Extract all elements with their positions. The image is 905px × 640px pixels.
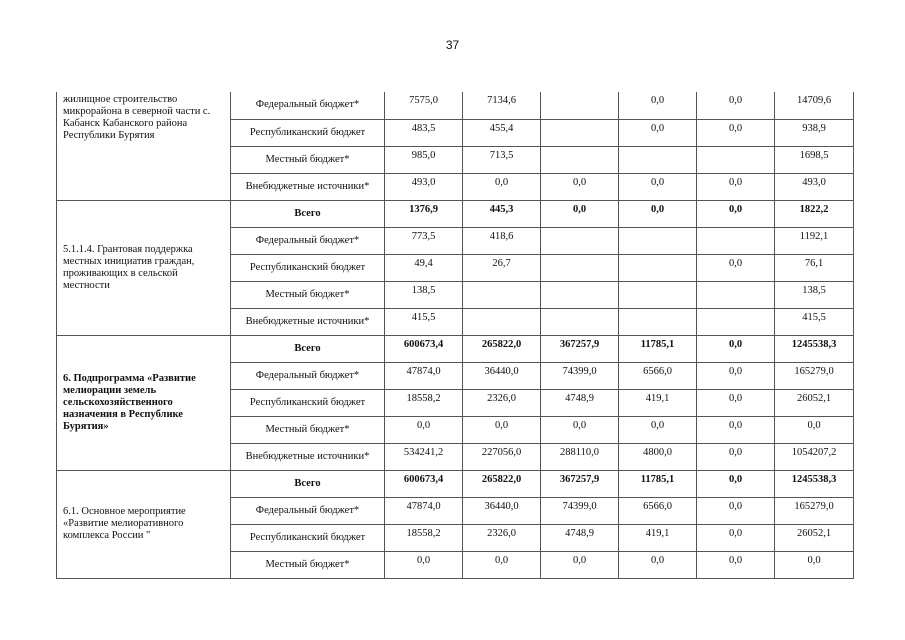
value-cell: 47874,0	[385, 362, 463, 389]
funding-source-cell: Федеральный бюджет*	[231, 227, 385, 254]
value-cell: 26,7	[463, 254, 541, 281]
value-cell: 2326,0	[463, 389, 541, 416]
value-cell: 265822,0	[463, 470, 541, 497]
value-cell: 600673,4	[385, 470, 463, 497]
value-cell: 0,0	[619, 119, 697, 146]
value-cell: 265822,0	[463, 335, 541, 362]
value-cell: 445,3	[463, 200, 541, 227]
value-cell	[697, 146, 775, 173]
funding-source-cell: Всего	[231, 470, 385, 497]
value-cell: 367257,9	[541, 470, 619, 497]
value-cell	[541, 119, 619, 146]
funding-source-cell: Республиканский бюджет	[231, 389, 385, 416]
value-cell: 2326,0	[463, 524, 541, 551]
value-cell: 0,0	[697, 92, 775, 119]
table-body	[57, 92, 854, 578]
value-cell	[463, 308, 541, 335]
budget-table	[56, 92, 854, 579]
table-row	[57, 335, 854, 362]
value-cell: 0,0	[697, 389, 775, 416]
page-number: 37	[445, 38, 460, 52]
value-cell: 1245538,3	[775, 335, 854, 362]
value-cell: 419,1	[619, 524, 697, 551]
row-group-description: жилищное строительство микрорайона в северной части с. Кабанск Кабанского района Республики Бурятия	[57, 92, 231, 200]
value-cell	[619, 254, 697, 281]
value-cell: 985,0	[385, 146, 463, 173]
value-cell: 288110,0	[541, 443, 619, 470]
value-cell	[541, 281, 619, 308]
value-cell: 415,5	[775, 308, 854, 335]
funding-source-cell: Республиканский бюджет	[231, 524, 385, 551]
value-cell	[541, 146, 619, 173]
value-cell: 0,0	[541, 416, 619, 443]
value-cell	[541, 254, 619, 281]
funding-source-cell: Федеральный бюджет*	[231, 497, 385, 524]
value-cell: 4748,9	[541, 389, 619, 416]
funding-source-cell: Республиканский бюджет	[231, 119, 385, 146]
value-cell: 600673,4	[385, 335, 463, 362]
value-cell: 26052,1	[775, 524, 854, 551]
value-cell: 11785,1	[619, 335, 697, 362]
value-cell	[541, 227, 619, 254]
value-cell: 18558,2	[385, 389, 463, 416]
funding-source-cell: Всего	[231, 335, 385, 362]
funding-source-cell: Местный бюджет*	[231, 146, 385, 173]
value-cell: 0,0	[697, 551, 775, 578]
funding-source-cell: Местный бюджет*	[231, 281, 385, 308]
value-cell	[619, 281, 697, 308]
value-cell: 493,0	[775, 173, 854, 200]
funding-source-cell: Местный бюджет*	[231, 416, 385, 443]
value-cell: 0,0	[619, 173, 697, 200]
value-cell: 6566,0	[619, 362, 697, 389]
value-cell: 76,1	[775, 254, 854, 281]
value-cell: 773,5	[385, 227, 463, 254]
value-cell: 367257,9	[541, 335, 619, 362]
value-cell: 0,0	[385, 551, 463, 578]
value-cell: 138,5	[385, 281, 463, 308]
value-cell: 483,5	[385, 119, 463, 146]
value-cell: 36440,0	[463, 362, 541, 389]
value-cell: 0,0	[541, 173, 619, 200]
value-cell: 1376,9	[385, 200, 463, 227]
value-cell	[619, 308, 697, 335]
value-cell: 0,0	[463, 551, 541, 578]
value-cell: 18558,2	[385, 524, 463, 551]
value-cell	[541, 92, 619, 119]
value-cell: 49,4	[385, 254, 463, 281]
value-cell: 0,0	[619, 416, 697, 443]
value-cell: 0,0	[697, 119, 775, 146]
funding-source-cell: Всего	[231, 200, 385, 227]
funding-source-cell: Внебюджетные источники*	[231, 443, 385, 470]
funding-source-cell: Местный бюджет*	[231, 551, 385, 578]
value-cell: 0,0	[697, 524, 775, 551]
value-cell: 0,0	[697, 470, 775, 497]
value-cell: 0,0	[463, 416, 541, 443]
value-cell	[541, 308, 619, 335]
value-cell: 0,0	[697, 254, 775, 281]
value-cell: 4748,9	[541, 524, 619, 551]
value-cell: 7134,6	[463, 92, 541, 119]
value-cell: 0,0	[697, 497, 775, 524]
value-cell	[619, 227, 697, 254]
value-cell: 938,9	[775, 119, 854, 146]
value-cell: 7575,0	[385, 92, 463, 119]
funding-source-cell: Внебюджетные источники*	[231, 173, 385, 200]
value-cell: 0,0	[619, 92, 697, 119]
value-cell: 0,0	[697, 443, 775, 470]
funding-source-cell: Республиканский бюджет	[231, 254, 385, 281]
value-cell	[463, 281, 541, 308]
value-cell: 4800,0	[619, 443, 697, 470]
value-cell: 74399,0	[541, 497, 619, 524]
value-cell: 11785,1	[619, 470, 697, 497]
value-cell: 0,0	[619, 551, 697, 578]
value-cell: 534241,2	[385, 443, 463, 470]
table-row	[57, 92, 854, 119]
value-cell: 418,6	[463, 227, 541, 254]
value-cell: 138,5	[775, 281, 854, 308]
value-cell: 0,0	[697, 200, 775, 227]
value-cell	[697, 308, 775, 335]
row-group-description: 6. Подпрограмма «Развитие мелиорации земель сельскохозяйственного назначения в Республике Бурятия»	[57, 335, 231, 470]
value-cell: 419,1	[619, 389, 697, 416]
table-row	[57, 470, 854, 497]
table-row	[57, 200, 854, 227]
value-cell	[697, 227, 775, 254]
value-cell: 493,0	[385, 173, 463, 200]
value-cell: 0,0	[697, 335, 775, 362]
value-cell: 1192,1	[775, 227, 854, 254]
funding-source-cell: Федеральный бюджет*	[231, 92, 385, 119]
value-cell: 227056,0	[463, 443, 541, 470]
value-cell: 1054207,2	[775, 443, 854, 470]
value-cell: 415,5	[385, 308, 463, 335]
value-cell: 74399,0	[541, 362, 619, 389]
value-cell: 47874,0	[385, 497, 463, 524]
row-group-description: 5.1.1.4. Грантовая поддержка местных инициатив граждан, проживающих в сельской местности	[57, 200, 231, 335]
value-cell: 0,0	[541, 551, 619, 578]
value-cell: 0,0	[697, 173, 775, 200]
row-group-description: 6.1. Основное мероприятие «Развитие мелиоративного комплекса России "	[57, 470, 231, 578]
value-cell: 713,5	[463, 146, 541, 173]
funding-source-cell: Внебюджетные источники*	[231, 308, 385, 335]
value-cell: 26052,1	[775, 389, 854, 416]
value-cell: 1822,2	[775, 200, 854, 227]
value-cell: 0,0	[463, 173, 541, 200]
value-cell: 1245538,3	[775, 470, 854, 497]
value-cell: 0,0	[775, 551, 854, 578]
funding-source-cell: Федеральный бюджет*	[231, 362, 385, 389]
value-cell: 0,0	[619, 200, 697, 227]
value-cell: 0,0	[775, 416, 854, 443]
value-cell: 6566,0	[619, 497, 697, 524]
value-cell: 0,0	[697, 416, 775, 443]
value-cell: 0,0	[541, 200, 619, 227]
value-cell: 14709,6	[775, 92, 854, 119]
value-cell: 165279,0	[775, 497, 854, 524]
value-cell	[697, 281, 775, 308]
value-cell: 0,0	[385, 416, 463, 443]
value-cell: 455,4	[463, 119, 541, 146]
value-cell	[619, 146, 697, 173]
value-cell: 36440,0	[463, 497, 541, 524]
value-cell: 1698,5	[775, 146, 854, 173]
value-cell: 165279,0	[775, 362, 854, 389]
value-cell: 0,0	[697, 362, 775, 389]
